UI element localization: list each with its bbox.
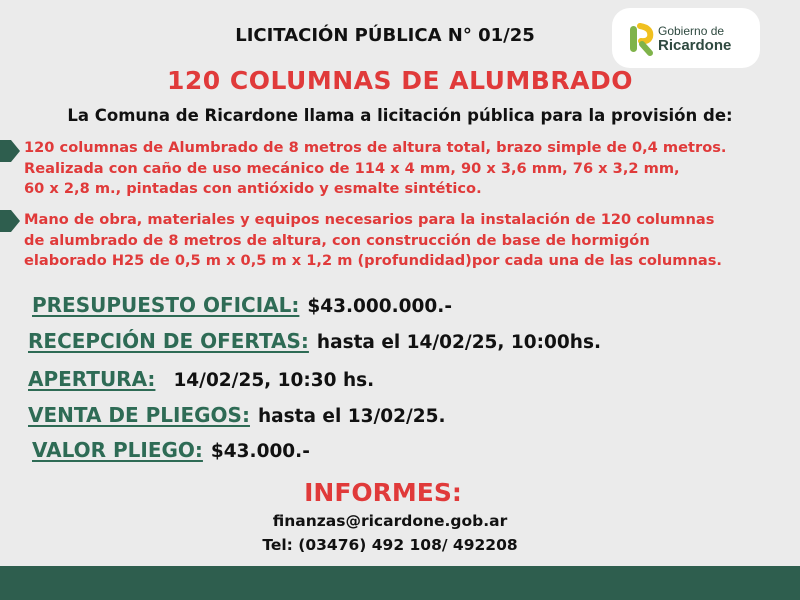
document-title: LICITACIÓN PÚBLICA N° 01/25 — [235, 25, 535, 46]
footer-bar — [0, 566, 800, 600]
intro-text: La Comuna de Ricardone llama a licitación pública para la provisión de: — [67, 106, 733, 125]
detail-value: $43.000.- — [210, 441, 310, 462]
detail-venta — [28, 403, 446, 427]
item-description — [24, 138, 800, 200]
item-line: Mano de obra, materiales y equipos necesarios para la instalación de 120 columnas — [24, 211, 715, 228]
logo-text-gobierno: Gobierno de — [658, 24, 725, 38]
ricardone-logo-mark-icon — [628, 22, 654, 56]
item-line: de alumbrado de 8 metros de altura, con construcción de base de hormigón — [24, 231, 650, 249]
ricardone-logo — [612, 8, 760, 68]
item-line: 60 x 2,8 m., pintadas con antióxido y esmalte sintético. — [24, 180, 482, 197]
item-line: 120 columnas de Alumbrado de 8 metros de altura total, brazo simple de 0,4 metros. — [24, 139, 727, 156]
detail-value: hasta el 14/02/25, 10:00hs. — [316, 332, 601, 353]
logo-text-ricardone: Ricardone — [658, 37, 732, 54]
item-line: Realizada con caño de uso mecánico de 114 x 4 mm, 90 x 3,6 mm, 76 x 3,2 mm, — [24, 159, 680, 177]
contact-email: finanzas@ricardone.gob.ar — [272, 512, 508, 530]
headline: 120 COLUMNAS DE ALUMBRADO — [167, 66, 633, 95]
detail-value: 14/02/25, 10:30 hs. — [173, 370, 375, 391]
item-description — [24, 210, 800, 272]
detail-value: $43.000.000.- — [307, 296, 453, 317]
detail-presupuesto — [32, 293, 452, 317]
detail-apertura — [28, 367, 374, 391]
contact-phone: Tel: (03476) 492 108/ 492208 — [262, 536, 518, 554]
detail-valor — [32, 438, 310, 462]
detail-label: RECEPCIÓN DE OFERTAS: — [28, 329, 309, 353]
bullet-marker-icon — [0, 140, 20, 162]
informes-title: INFORMES: — [304, 478, 462, 507]
detail-recepcion — [28, 329, 601, 353]
detail-value: hasta el 13/02/25. — [257, 406, 446, 427]
detail-label: VENTA DE PLIEGOS: — [28, 403, 250, 427]
bullet-marker-icon — [0, 210, 20, 232]
item-line: elaborado H25 de 0,5 m x 0,5 m x 1,2 m (profundidad)por cada una de las columnas. — [24, 252, 722, 269]
detail-label: APERTURA: — [28, 367, 156, 391]
detail-label: PRESUPUESTO OFICIAL: — [32, 293, 300, 317]
detail-label: VALOR PLIEGO: — [32, 438, 203, 462]
